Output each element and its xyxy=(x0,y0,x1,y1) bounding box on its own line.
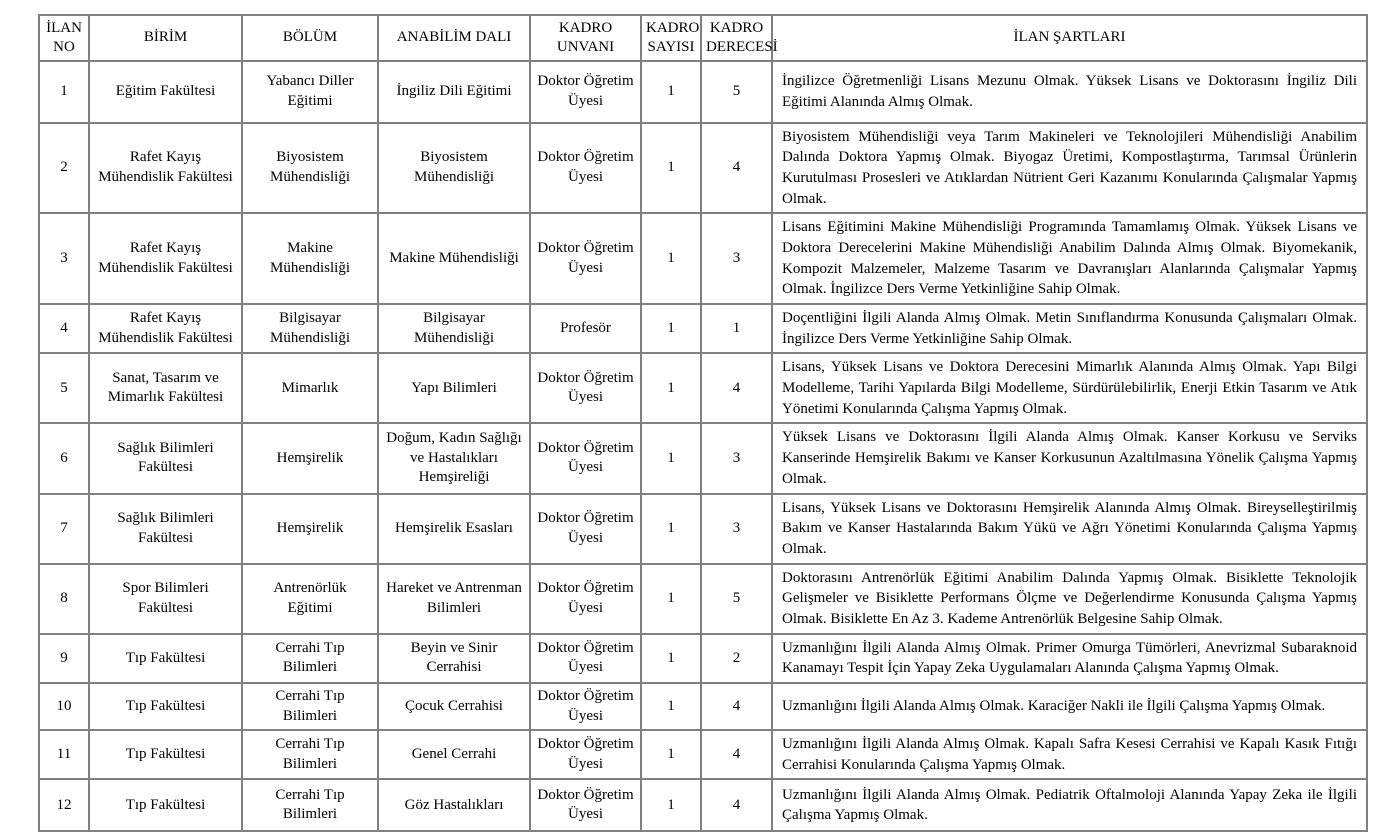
table-row xyxy=(39,61,1367,123)
cell-anabilim-dali: Beyin ve Sinir Cerrahisi xyxy=(378,634,530,683)
cell-birim: Rafet Kayış Mühendislik Fakültesi xyxy=(89,123,242,214)
cell-ilan-no: 7 xyxy=(39,494,89,564)
table-row xyxy=(39,304,1367,353)
cell-anabilim-dali: Hareket ve Antrenman Bilimleri xyxy=(378,564,530,634)
cell-ilan-sartlari: Lisans Eğitimini Makine Mühendisliği Programında Tamamlamış Olmak. Yüksek Lisans ve Doktora Derecelerini Makine Mühendisliği Anabilim Dalında Almış Olmak. Biyomekanik, Kompozit Malzemeler, Malzeme Tasarım ve Davranışları Alanlarında Çalışmalar Yapmış Olmak. İngilizce Ders Verme Yetkinliğine Sahip Olmak. xyxy=(772,213,1367,304)
cell-ilan-sartlari: Doktorasını Antrenörlük Eğitimi Anabilim Dalında Yapmış Olmak. Bisiklette Teknolojik Gelişmeler ve Bisiklette Performans Ölçme ve Değerlendirme Konusunda Çalışma Yapmış Olmak. Bisiklette En Az 3. Kademe Antrenörlük Belgesine Sahip Olmak. xyxy=(772,564,1367,634)
cell-bolum: Antrenörlük Eğitimi xyxy=(242,564,378,634)
cell-ilan-no: 9 xyxy=(39,634,89,683)
cell-ilan-sartlari: İngilizce Öğretmenliği Lisans Mezunu Olmak. Yüksek Lisans ve Doktorasını İngiliz Dili Eğitimi Alanında Almış Olmak. xyxy=(772,61,1367,123)
cell-kadro-derecesi: 4 xyxy=(701,123,772,214)
cell-kadro-sayisi: 1 xyxy=(641,423,701,493)
cell-kadro-sayisi: 1 xyxy=(641,779,701,831)
cell-ilan-sartlari: Uzmanlığını İlgili Alanda Almış Olmak. Pediatrik Oftalmoloji Alanında Yapay Zeka ile İlgili Çalışma Yapmış Olmak. xyxy=(772,779,1367,831)
cell-birim: Rafet Kayış Mühendislik Fakültesi xyxy=(89,304,242,353)
cell-kadro-sayisi: 1 xyxy=(641,123,701,214)
cell-kadro-unvani: Doktor Öğretim Üyesi xyxy=(530,779,641,831)
cell-bolum: Hemşirelik xyxy=(242,423,378,493)
cell-ilan-sartlari: Lisans, Yüksek Lisans ve Doktorasını Hemşirelik Alanında Almış Olmak. Bireyselleştirilmiş Bakım ve Kanser Hastalarında Bakım Yükü ve Ağrı Yönetimi Konularında Çalışma Yapmış Olmak. xyxy=(772,494,1367,564)
table-row xyxy=(39,683,1367,730)
cell-kadro-derecesi: 5 xyxy=(701,61,772,123)
cell-kadro-unvani: Doktor Öğretim Üyesi xyxy=(530,423,641,493)
cell-kadro-sayisi: 1 xyxy=(641,564,701,634)
cell-birim: Sağlık Bilimleri Fakültesi xyxy=(89,494,242,564)
cell-ilan-no: 4 xyxy=(39,304,89,353)
cell-bolum: Cerrahi Tıp Bilimleri xyxy=(242,730,378,779)
document-page xyxy=(0,14,1398,824)
cell-bolum: Cerrahi Tıp Bilimleri xyxy=(242,683,378,730)
cell-kadro-unvani: Doktor Öğretim Üyesi xyxy=(530,213,641,304)
cell-bolum: Hemşirelik xyxy=(242,494,378,564)
cell-kadro-unvani: Doktor Öğretim Üyesi xyxy=(530,61,641,123)
header-cell-bolum: BÖLÜM xyxy=(242,15,378,61)
header-row xyxy=(39,15,1367,61)
cell-kadro-unvani: Doktor Öğretim Üyesi xyxy=(530,634,641,683)
cell-kadro-derecesi: 3 xyxy=(701,213,772,304)
cell-ilan-no: 12 xyxy=(39,779,89,831)
cell-anabilim-dali: Yapı Bilimleri xyxy=(378,353,530,423)
table-row xyxy=(39,634,1367,683)
cell-kadro-unvani: Doktor Öğretim Üyesi xyxy=(530,564,641,634)
cell-kadro-derecesi: 3 xyxy=(701,494,772,564)
cell-ilan-sartlari: Uzmanlığını İlgili Alanda Almış Olmak. Karaciğer Nakli ile İlgili Çalışma Yapmış Olmak. xyxy=(772,683,1367,730)
cell-kadro-derecesi: 1 xyxy=(701,304,772,353)
header-cell-birim: BİRİM xyxy=(89,15,242,61)
cell-kadro-sayisi: 1 xyxy=(641,683,701,730)
table-row xyxy=(39,779,1367,831)
cell-ilan-sartlari: Uzmanlığını İlgili Alanda Almış Olmak. Primer Omurga Tümörleri, Anevrizmal Subaraknoid Kanamayı Tespit İçin Yapay Zeka Uygulamaları Alanında Çalışma Yapmış Olmak. xyxy=(772,634,1367,683)
cell-birim: Sağlık Bilimleri Fakültesi xyxy=(89,423,242,493)
cell-kadro-derecesi: 4 xyxy=(701,683,772,730)
cell-kadro-derecesi: 4 xyxy=(701,779,772,831)
cell-anabilim-dali: İngiliz Dili Eğitimi xyxy=(378,61,530,123)
cell-ilan-no: 10 xyxy=(39,683,89,730)
cell-kadro-derecesi: 4 xyxy=(701,353,772,423)
cell-bolum: Cerrahi Tıp Bilimleri xyxy=(242,634,378,683)
cell-birim: Tıp Fakültesi xyxy=(89,779,242,831)
cell-anabilim-dali: Hemşirelik Esasları xyxy=(378,494,530,564)
cell-anabilim-dali: Genel Cerrahi xyxy=(378,730,530,779)
cell-anabilim-dali: Bilgisayar Mühendisliği xyxy=(378,304,530,353)
cell-birim: Eğitim Fakültesi xyxy=(89,61,242,123)
cell-kadro-sayisi: 1 xyxy=(641,494,701,564)
table-row xyxy=(39,494,1367,564)
table-row xyxy=(39,353,1367,423)
cell-birim: Tıp Fakültesi xyxy=(89,730,242,779)
cell-ilan-no: 5 xyxy=(39,353,89,423)
cell-ilan-sartlari: Lisans, Yüksek Lisans ve Doktora Derecesini Mimarlık Alanında Almış Olmak. Yapı Bilgi Modelleme, Tarihi Yapılarda Bilgi Modelleme, Sürdürülebilirlik, Enerji Etkin Tasarım ve Atık Yönetimi Konularında Çalışma Yapmış Olmak. xyxy=(772,353,1367,423)
cell-ilan-no: 11 xyxy=(39,730,89,779)
cell-ilan-no: 1 xyxy=(39,61,89,123)
cell-ilan-sartlari: Doçentliğini İlgili Alanda Almış Olmak. Metin Sınıflandırma Konusunda Çalışmaları Olmak. İngilizce Ders Verme Yetkinliğine Sahip Olmak. xyxy=(772,304,1367,353)
header-cell-kadro-sayisi: KADRO SAYISI xyxy=(641,15,701,61)
cell-kadro-unvani: Profesör xyxy=(530,304,641,353)
cell-anabilim-dali: Biyosistem Mühendisliği xyxy=(378,123,530,214)
cell-kadro-unvani: Doktor Öğretim Üyesi xyxy=(530,353,641,423)
cell-kadro-sayisi: 1 xyxy=(641,213,701,304)
cell-birim: Tıp Fakültesi xyxy=(89,683,242,730)
header-cell-ilan-sartlari: İLAN ŞARTLARI xyxy=(772,15,1367,61)
cell-kadro-derecesi: 2 xyxy=(701,634,772,683)
cell-ilan-no: 8 xyxy=(39,564,89,634)
cell-kadro-sayisi: 1 xyxy=(641,634,701,683)
header-cell-ilan-no: İLAN NO xyxy=(39,15,89,61)
table-row xyxy=(39,123,1367,214)
cell-kadro-sayisi: 1 xyxy=(641,353,701,423)
cell-kadro-derecesi: 3 xyxy=(701,423,772,493)
announcement-table xyxy=(38,14,1368,832)
cell-bolum: Makine Mühendisliği xyxy=(242,213,378,304)
cell-kadro-unvani: Doktor Öğretim Üyesi xyxy=(530,494,641,564)
cell-birim: Tıp Fakültesi xyxy=(89,634,242,683)
cell-birim: Rafet Kayış Mühendislik Fakültesi xyxy=(89,213,242,304)
cell-ilan-sartlari: Biyosistem Mühendisliği veya Tarım Makineleri ve Teknolojileri Mühendisliği Anabilim Dalında Doktora Yapmış Olmak. Biyogaz Üretimi, Kompostlaştırma, Tarımsal Ürünlerin Kurutulması Prosesleri ve Atıklardan Nütrient Geri Kazanımı Konularında Çalışmalar Yapmış Olmak. xyxy=(772,123,1367,214)
table-row xyxy=(39,730,1367,779)
cell-ilan-sartlari: Uzmanlığını İlgili Alanda Almış Olmak. Kapalı Safra Kesesi Cerrahisi ve Kapalı Kasık Fıtığı Cerrahisi Konularında Çalışma Yapmış Olmak. xyxy=(772,730,1367,779)
cell-kadro-sayisi: 1 xyxy=(641,304,701,353)
header-cell-kadro-unvani: KADRO UNVANI xyxy=(530,15,641,61)
cell-anabilim-dali: Makine Mühendisliği xyxy=(378,213,530,304)
table-header xyxy=(39,15,1367,61)
table-row xyxy=(39,213,1367,304)
cell-kadro-unvani: Doktor Öğretim Üyesi xyxy=(530,123,641,214)
cell-anabilim-dali: Doğum, Kadın Sağlığı ve Hastalıkları Hemşireliği xyxy=(378,423,530,493)
cell-bolum: Cerrahi Tıp Bilimleri xyxy=(242,779,378,831)
cell-kadro-sayisi: 1 xyxy=(641,61,701,123)
cell-birim: Sanat, Tasarım ve Mimarlık Fakültesi xyxy=(89,353,242,423)
cell-bolum: Biyosistem Mühendisliği xyxy=(242,123,378,214)
header-cell-anabilim-dali: ANABİLİM DALI xyxy=(378,15,530,61)
table-row xyxy=(39,564,1367,634)
table-row xyxy=(39,423,1367,493)
cell-kadro-derecesi: 5 xyxy=(701,564,772,634)
cell-ilan-no: 6 xyxy=(39,423,89,493)
cell-ilan-sartlari: Yüksek Lisans ve Doktorasını İlgili Alanda Almış Olmak. Kanser Korkusu ve Serviks Kanserinde Hemşirelik Bakımı ve Kanser Korkusunun Azaltılmasına Yönelik Çalışma Yapmış Olmak. xyxy=(772,423,1367,493)
cell-bolum: Bilgisayar Mühendisliği xyxy=(242,304,378,353)
cell-anabilim-dali: Göz Hastalıkları xyxy=(378,779,530,831)
cell-ilan-no: 3 xyxy=(39,213,89,304)
cell-kadro-unvani: Doktor Öğretim Üyesi xyxy=(530,683,641,730)
cell-bolum: Yabancı Diller Eğitimi xyxy=(242,61,378,123)
header-cell-kadro-derecesi: KADRO DERECESİ xyxy=(701,15,772,61)
cell-kadro-unvani: Doktor Öğretim Üyesi xyxy=(530,730,641,779)
cell-birim: Spor Bilimleri Fakültesi xyxy=(89,564,242,634)
cell-kadro-derecesi: 4 xyxy=(701,730,772,779)
cell-anabilim-dali: Çocuk Cerrahisi xyxy=(378,683,530,730)
cell-kadro-sayisi: 1 xyxy=(641,730,701,779)
table-body xyxy=(39,61,1367,832)
cell-ilan-no: 2 xyxy=(39,123,89,214)
cell-bolum: Mimarlık xyxy=(242,353,378,423)
